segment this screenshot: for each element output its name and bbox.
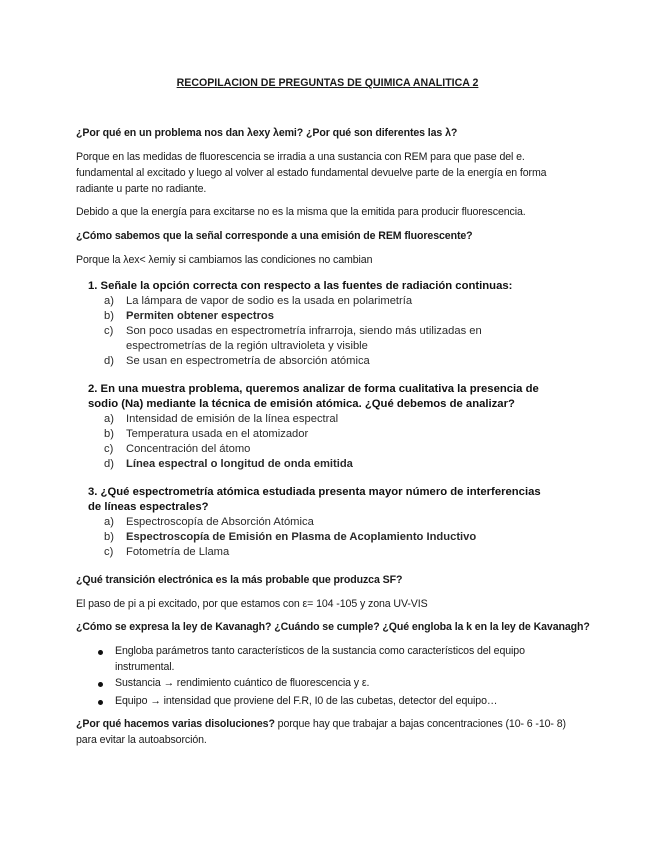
question-fluorescence: ¿Cómo sabemos que la señal corresponde a una emisión de REM fluorescente? <box>76 230 473 242</box>
kavanagh-bullet-3: Equipo → intensidad que proviene del F.R, I0 de las cubetas, detector del equipo… <box>115 695 498 707</box>
bullet-icon <box>98 650 103 655</box>
answer-sf: El paso de pi a pi excitado, por que estamos con ε= 104 -105 y zona UV-VIS <box>76 598 428 610</box>
mc2-option-a: a) Intensidad de emisión de la línea espectral <box>104 413 339 425</box>
question-disoluciones: ¿Por qué hacemos varias disoluciones? porque hay que trabajar a bajas concentraciones (10- 6 -10- 8) <box>76 718 566 730</box>
mc3-question-line2: de líneas espectrales? <box>88 501 209 513</box>
mc1-option-d: d) Se usan en espectrometría de absorción atómica <box>104 355 370 367</box>
answer-lambda-line3: radiante u parte no radiante. <box>76 183 207 195</box>
answer-lambda-energy: Debido a que la energía para excitarse no es la misma que la emitida para producir fluorescencia. <box>76 206 526 218</box>
kavanagh-bullet-1-cont: instrumental. <box>115 661 175 673</box>
bullet-icon <box>98 682 103 687</box>
mc1-option-b: b) Permiten obtener espectros <box>104 310 274 322</box>
mc3-question-line1: 3. ¿Qué espectrometría atómica estudiada presenta mayor número de interferencias <box>88 486 541 498</box>
answer-lambda-line1: Porque en las medidas de fluorescencia se irradia a una sustancia con REM para que pase del e. <box>76 151 525 163</box>
question-sf: ¿Qué transición electrónica es la más probable que produzca SF? <box>76 574 403 586</box>
kavanagh-bullet-1: Engloba parámetros tanto característicos de la sustancia como característicos del equipo <box>115 645 525 657</box>
mc3-option-b: b) Espectroscopía de Emisión en Plasma de Acoplamiento Inductivo <box>104 531 477 543</box>
mc2-option-d: d) Línea espectral o longitud de onda emitida <box>104 458 353 470</box>
answer-fluorescence: Porque la λex< λemiy si cambiamos las condiciones no cambian <box>76 254 373 266</box>
mc1-option-c-cont: espectrometrías de la región ultravioleta y visible <box>126 340 368 352</box>
mc1-option-c: c) Son poco usadas en espectrometría infrarroja, siendo más utilizadas en <box>104 325 482 337</box>
mc2-question-line2: sodio (Na) mediante la técnica de emisión atómica. ¿Qué debemos de analizar? <box>88 398 515 410</box>
answer-lambda-line2: fundamental al excitado y luego al volver al estado fundamental devuelve parte de la energía en forma <box>76 167 547 179</box>
mc1-option-a: a) La lámpara de vapor de sodio es la usada en polarimetría <box>104 295 413 307</box>
mc1-question: 1. Señale la opción correcta con respecto a las fuentes de radiación continuas: <box>88 280 513 292</box>
bullet-icon <box>98 700 103 705</box>
mc3-option-c: c) Fotometría de Llama <box>104 546 230 558</box>
mc2-option-c: c) Concentración del átomo <box>104 443 251 455</box>
mc3-option-a: a) Espectroscopía de Absorción Atómica <box>104 516 314 528</box>
document-title: RECOPILACION DE PREGUNTAS DE QUIMICA ANALITICA 2 <box>176 77 479 89</box>
question-kavanagh: ¿Cómo se expresa la ley de Kavanagh? ¿Cuándo se cumple? ¿Qué engloba la k en la ley de Kavanagh? <box>76 621 590 633</box>
mc2-option-b: b) Temperatura usada en el atomizador <box>104 428 309 440</box>
question-lambda: ¿Por qué en un problema nos dan λexy λemi? ¿Por qué son diferentes las λ? <box>76 127 458 139</box>
answer-disoluciones-line2: para evitar la autoabsorción. <box>76 734 207 746</box>
mc2-question-line1: 2. En una muestra problema, queremos analizar de forma cualitativa la presencia de <box>88 383 539 395</box>
kavanagh-bullet-2: Sustancia → rendimiento cuántico de fluorescencia y ε. <box>115 677 370 689</box>
